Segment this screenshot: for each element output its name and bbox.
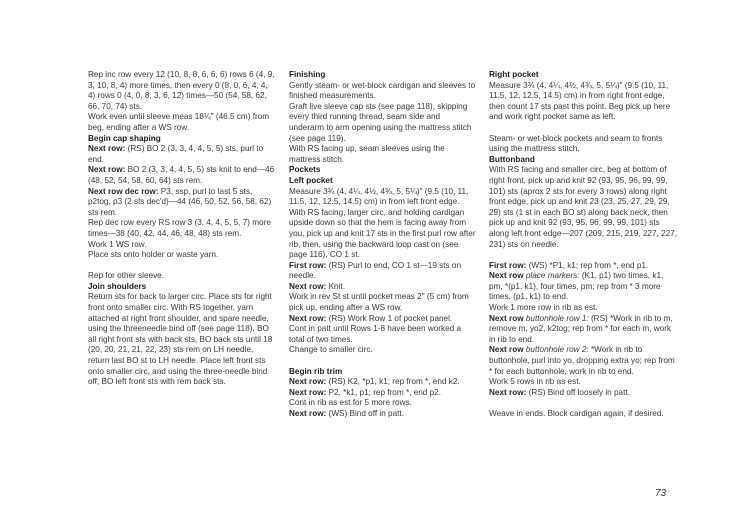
row-text: (K1, p1) two times, k1, pm, *(p1, k1), four times, pm; rep from * 3 more times, (p1, k1) to end.	[489, 271, 664, 302]
row-label: Next row:	[289, 313, 327, 323]
subheading-left-pocket: Left pocket	[289, 175, 333, 185]
row-label: First row:	[289, 260, 327, 270]
row-text: (WS) *P1, k1; rep from *, end p1.	[526, 260, 649, 270]
right-pocket-paragraph: Measure 3¾ (4, 4¼, 4½, 4¾, 5, 5¼)" (9.5 (10, 11, 11.5, 12, 12.5, 14.5) cm) in from right front edge, then count 17 sts past this point. Beg pick up here and work right pocket same as left.	[489, 80, 671, 122]
row-label: Next row:	[289, 409, 327, 418]
left-pocket-row-2	[289, 282, 477, 293]
heading-begin-cap-shaping: Begin cap shaping	[88, 133, 161, 143]
row-text: (RS) BO 2 (3, 3, 4, 4, 5, 5) sts, purl to end.	[88, 144, 264, 164]
cap-row-4: Rep dec row every RS row 3 (3, 4, 4, 5, 5, 7) more times—38 (40, 42, 44, 46, 48, 48) sts rem.	[88, 218, 271, 238]
column-3	[489, 70, 677, 420]
heading-pockets: Pockets	[289, 165, 321, 175]
row-label: Next row dec row:	[88, 186, 159, 196]
buttonband-row-7	[489, 388, 677, 399]
row-text: (RS) Bind off loosely in patt.	[526, 387, 630, 397]
rib-row-4	[289, 409, 477, 420]
row-text: (RS) *Work in rib to m, remove m, yo2, k2tog; rep from * for each m, work in rib to end.	[489, 313, 673, 344]
rep-other-sleeve: Rep for other sleeve.	[88, 271, 165, 281]
heading-finishing: Finishing	[289, 70, 326, 79]
left-pocket-paragraph-1: Measure 3¾ (4, 4¼, 4½, 4¾, 5, 5¼)" (9.5 (10, 11, 11.5, 12, 12.5, 14.5) cm) in from left front edge. With RS facing, larger circ, and holding cardigan upside down so that the hem is facing away from you, pick up and knit 17 sts in the first purl row after rib, then, using the backward loop cast on (see page 116), CO 1 st.	[289, 186, 476, 260]
row-text: P3, ssp, purl to last 5 sts, p2tog, p3 (2 sts dec'd)—44 (46, 50, 52, 56, 58, 62) sts rem.	[88, 186, 272, 217]
sleeve-inc-paragraph: Rep inc row every 12 (10, 8, 8, 6, 6, 6) rows 6 (4, 9, 3, 10, 8, 4) more times, then every 0 (8, 0, 6, 4, 4, 4) rows 0 (4, 0, 8, 3, 6, 12) times—50 (54, 58, 62, 66, 70, 74) sts.	[88, 70, 275, 111]
left-pocket-row-3	[289, 314, 477, 325]
left-pocket-paragraph-2: Work in rev St st until pocket meas 2" (5 cm) from pick up, ending after a WS row.	[289, 292, 469, 313]
row-text: (RS) Purl to end, CO 1 st—19 sts on needle.	[289, 260, 462, 281]
row-label: Next row:	[88, 165, 126, 175]
row-label: Next row	[489, 313, 524, 323]
row-label-italic: place markers:	[523, 271, 580, 281]
row-label: Next row:	[88, 144, 126, 154]
heading-join-shoulders: Join shoulders	[88, 281, 147, 291]
row-label: Next row:	[289, 387, 327, 397]
subheading-begin-rib-trim: Begin rib trim	[289, 366, 343, 376]
row-text: (RS) K2, *p1, k1; rep from *, end k2.	[326, 377, 460, 387]
row-label: Next row	[489, 345, 524, 355]
heading-buttonband: Buttonband	[489, 154, 535, 164]
column-1	[88, 70, 276, 388]
pockets-seam-paragraph: Steam- or wet-block pockets and seam to fronts using the mattress stitch.	[489, 133, 663, 154]
row-text: (RS) Work Row 1 of pocket panel.	[326, 313, 453, 323]
buttonband-row-4	[489, 314, 677, 346]
buttonband-paragraph: With RS facing and smaller circ, beg at bottom of right front, pick up and knit 92 (93, 95, 96, 99, 99, 101) sts (aprox 2 sts for every 3 rows) along right front edge, pick up and knit 23 (23, 25, 27, 29, 29, 29) sts (1 st in each BO st) along back neck, then pick up and knit 92 (93, 95, 96, 99, 99, 101) sts along left front edge—207 (209, 215, 219, 227, 227, 231) sts on needle.	[489, 165, 678, 249]
rib-row-3: Cont in rib as est for 5 more rows.	[289, 398, 412, 408]
row-label: Next row:	[289, 377, 327, 387]
rib-row-2	[289, 388, 477, 399]
left-pocket-row-1	[289, 261, 477, 282]
row-label-italic: buttonhole row 1:	[523, 313, 589, 323]
cap-row-2	[88, 165, 276, 186]
row-label-italic: buttonhole row 2:	[523, 345, 589, 355]
buttonband-row-3: Work 1 more row in rib as est.	[489, 303, 598, 313]
rib-row-1	[289, 377, 477, 388]
row-text: Knit.	[326, 281, 345, 291]
sleeve-work-even-paragraph: Work even until sleeve meas 18¼" (46.5 cm) from beg, ending after a WS row.	[88, 112, 270, 132]
row-text: P2, *k1, p1; rep from *, end p2.	[326, 387, 442, 397]
join-shoulders-paragraph: Return sts for back to larger circ. Place sts for right front onto smaller circ. With RS together, yarn attached at right front shoulder, and spare needle, using the threeneedle bind off (see page 118), BO all right front sts with back sts, BO back sts until 18 (20, 20, 21, 21, 22, 23) sts rem on LH needle, return last BO st to LH needle. Place left front sts onto smaller circ, and using the three-needle bind off, BO left front sts with rem back sts.	[88, 292, 273, 387]
finishing-paragraph-3: With RS facing up, seam sleeves using the mattress stitch.	[289, 144, 445, 164]
buttonband-row-1	[489, 261, 677, 272]
row-label: Next row:	[489, 387, 527, 397]
finishing-paragraph-1: Gently steam- or wet-block cardigan and sleeves to finished measurements.	[289, 80, 476, 101]
cap-row-3	[88, 187, 276, 219]
left-pocket-paragraph-3: Cont in patt until Rows 1-8 have been worked a total of two times.	[289, 324, 462, 344]
cap-row-5: Work 1 WS row.	[88, 239, 147, 249]
finishing-paragraph-2: Graft live sleeve cap sts (see page 118), skipping every third running thread, seam side and underarm to arm opening using the mattress stitch (see page 119).	[289, 101, 472, 143]
page-number: 73	[655, 488, 667, 499]
cap-row-6: Place sts onto holder or waste yarn.	[88, 250, 219, 260]
subheading-right-pocket: Right pocket	[489, 70, 539, 79]
buttonband-row-6: Work 5 rows in rib as est.	[489, 377, 581, 387]
buttonband-row-5	[489, 345, 677, 377]
row-text: (WS) Bind off in patt.	[326, 409, 404, 418]
left-pocket-paragraph-4: Change to smaller circ.	[289, 345, 373, 355]
weave-in-ends-paragraph: Weave in ends. Block cardigan again, if desired.	[489, 409, 664, 418]
row-label: Next row:	[289, 281, 327, 291]
column-2	[289, 70, 477, 420]
row-text: *Work in rib to buttonhole, purl into yo, dropping extra yo; rep from * for each buttonhole, work in rib to end.	[489, 345, 675, 376]
buttonband-row-2	[489, 271, 677, 303]
row-label: First row:	[489, 260, 527, 270]
row-label: Next row	[489, 271, 524, 281]
row-text: BO 2 (3, 3, 4, 4, 5, 5) sts knit to end—46 (48, 52, 54, 58, 60, 64) sts rem.	[88, 165, 275, 185]
cap-row-1	[88, 144, 276, 165]
